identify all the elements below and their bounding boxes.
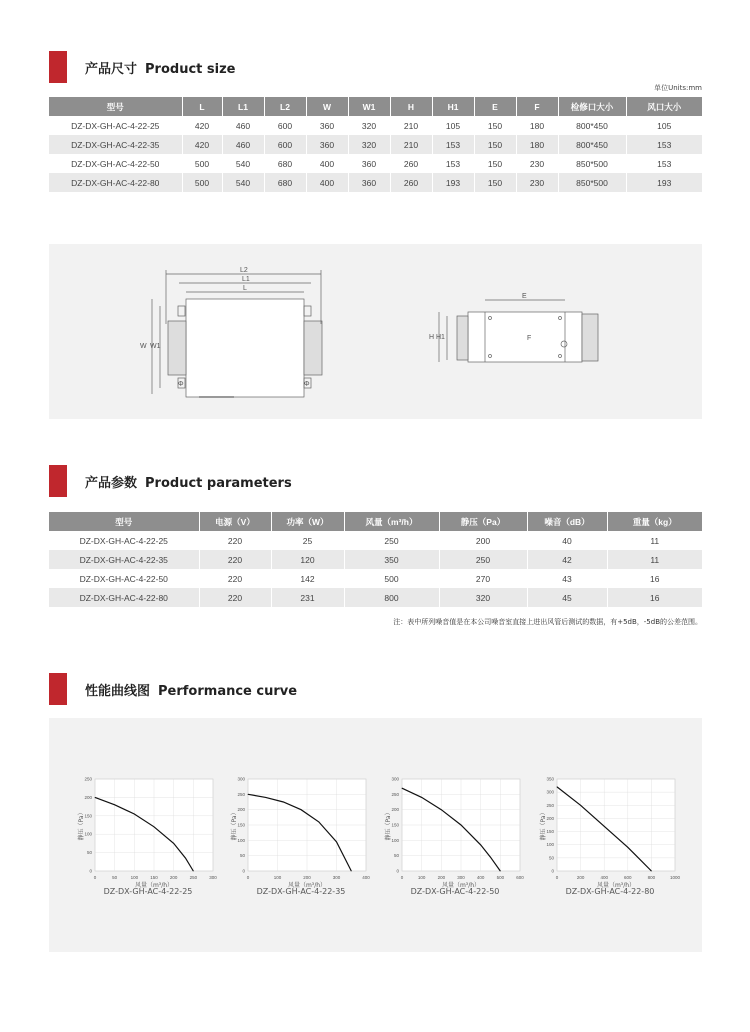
table-cell: 105 — [657, 120, 672, 131]
column-header: 电源（V） — [199, 512, 271, 531]
inlet-duct — [168, 321, 186, 375]
table-row — [49, 173, 702, 192]
table-cell: 193 — [432, 173, 474, 192]
x-tick-label: 50 — [112, 875, 118, 880]
column-header: L2 — [264, 97, 306, 116]
y-tick-label: 150 — [391, 822, 399, 828]
table-cell: 260 — [390, 154, 432, 173]
column-header: 型号 — [49, 512, 199, 531]
outlet-duct — [304, 321, 322, 375]
table-cell: DZ-DX-GH-AC-4-22-50 — [49, 569, 199, 588]
chart-caption: DZ-DX-GH-AC-4-22-50 — [410, 887, 500, 896]
data-point — [336, 841, 337, 842]
table-row — [49, 116, 702, 135]
data-point — [154, 826, 155, 827]
table-cell: 680 — [264, 154, 306, 173]
x-tick-label: 800 — [647, 875, 656, 880]
x-tick-label: 600 — [624, 875, 632, 880]
y-tick-label: 0 — [551, 868, 554, 874]
x-axis-label: 风量（m³/h） — [441, 882, 481, 889]
table-row — [49, 154, 702, 173]
label-F: F — [527, 335, 532, 342]
label-d1: Φ — [178, 381, 184, 388]
table-cell: 11 — [607, 550, 702, 569]
table-row — [49, 550, 702, 569]
x-tick-label: 100 — [417, 875, 426, 880]
x-tick-label: 250 — [189, 875, 198, 880]
data-point — [134, 814, 135, 815]
table-cell: DZ-DX-GH-AC-4-22-80 — [49, 588, 199, 607]
data-point — [500, 871, 501, 872]
unit-body-front — [186, 299, 304, 397]
y-tick-label: 150 — [237, 822, 245, 828]
table-cell: 150 — [474, 173, 516, 192]
data-point — [480, 845, 481, 846]
size-table — [49, 97, 702, 192]
y-tick-label: 250 — [546, 802, 554, 808]
table-cell: 360 — [306, 135, 348, 154]
column-header: 噪音（dB） — [527, 512, 607, 531]
label-L2: L2 — [240, 267, 248, 274]
table-cell: 220 — [199, 550, 271, 569]
y-tick-label: 200 — [391, 807, 399, 813]
x-tick-label: 500 — [496, 875, 505, 880]
x-tick-label: 600 — [516, 875, 524, 880]
y-tick-label: 100 — [84, 831, 92, 837]
y-tick-label: 250 — [237, 791, 245, 797]
y-axis-label: 静压（Pa） — [231, 809, 238, 841]
chart-caption: DZ-DX-GH-AC-4-22-35 — [256, 887, 346, 896]
column-header: H1 — [432, 97, 474, 116]
table-cell: 153 — [432, 135, 474, 154]
table-cell: 16 — [650, 573, 660, 584]
table-cell: 400 — [306, 154, 348, 173]
table-cell: 500 — [182, 173, 222, 192]
y-tick-label: 100 — [237, 837, 245, 843]
x-tick-label: 150 — [150, 875, 158, 880]
x-tick-label: 200 — [437, 875, 446, 880]
y-tick-label: 0 — [242, 868, 245, 874]
x-tick-label: 1000 — [669, 875, 681, 880]
y-tick-label: 50 — [86, 850, 92, 856]
label-d2: Φ — [304, 381, 310, 388]
x-tick-label: 0 — [400, 875, 404, 880]
column-header: L — [182, 97, 222, 116]
x-tick-label: 0 — [555, 875, 559, 880]
column-header: 功率（W） — [271, 512, 344, 531]
column-header: H — [390, 97, 432, 116]
noise-note: 注：表中所列噪音值是在本公司噪音室直接上进出风管后测试的数据，有+5dB，-5dB的公差范围。 — [393, 618, 702, 626]
x-tick-label: 300 — [209, 875, 217, 880]
table-cell: 500 — [344, 569, 439, 588]
section-marker — [49, 51, 67, 83]
table-cell: 150 — [474, 135, 516, 154]
column-header: 风量（m³/h） — [344, 512, 439, 531]
table-cell: 360 — [306, 116, 348, 135]
table-cell: 270 — [439, 569, 527, 588]
table-cell: 16 — [607, 588, 702, 607]
column-header: L1 — [222, 97, 264, 116]
table-cell: 40 — [527, 531, 607, 550]
x-tick-label: 200 — [169, 875, 178, 880]
x-tick-label: 300 — [457, 875, 465, 880]
x-tick-label: 200 — [303, 875, 311, 880]
label-H: H — [429, 334, 435, 341]
chart-caption: DZ-DX-GH-AC-4-22-80 — [565, 887, 655, 896]
table-cell: DZ-DX-GH-AC-4-22-35 — [49, 550, 199, 569]
table-cell: 600 — [264, 116, 306, 135]
x-tick-label: 100 — [130, 875, 139, 880]
table-cell: 460 — [222, 116, 264, 135]
chart-caption: DZ-DX-GH-AC-4-22-25 — [103, 887, 193, 896]
y-axis-label: 静压（Pa） — [385, 809, 392, 841]
table-cell: 320 — [348, 135, 390, 154]
x-axis-label: 风量（m³/h） — [596, 882, 636, 889]
data-point — [193, 871, 194, 872]
table-cell: DZ-DX-GH-AC-4-22-25 — [49, 531, 199, 550]
plot-area — [557, 779, 675, 871]
y-tick-label: 300 — [391, 776, 399, 782]
param-table — [49, 512, 702, 607]
y-tick-label: 50 — [239, 853, 245, 859]
data-point — [173, 843, 174, 844]
y-tick-label: 200 — [237, 807, 245, 813]
y-tick-label: 100 — [391, 837, 399, 843]
table-cell: 231 — [271, 588, 344, 607]
table-cell: 320 — [348, 116, 390, 135]
data-point — [441, 809, 442, 810]
table-cell: 420 — [182, 116, 222, 135]
table-cell: 360 — [348, 154, 390, 173]
column-header: 风口大小 — [626, 97, 702, 116]
performance-chart — [540, 773, 683, 889]
data-point — [248, 794, 249, 795]
data-point — [301, 809, 302, 810]
section-header-curve — [49, 673, 305, 705]
data-point — [114, 804, 115, 805]
x-axis-label: 风量（m³/h） — [287, 882, 327, 889]
section-header-params — [49, 465, 300, 497]
table-cell: 153 — [432, 154, 474, 173]
table-cell: 600 — [264, 135, 306, 154]
y-tick-label: 150 — [84, 813, 92, 819]
y-tick-label: 300 — [546, 789, 554, 795]
data-point — [627, 847, 628, 848]
table-cell: 400 — [306, 173, 348, 192]
table-cell: 42 — [527, 550, 607, 569]
table-cell: 320 — [439, 588, 527, 607]
table-cell: 850*500 — [558, 154, 626, 173]
table-cell: 350 — [344, 550, 439, 569]
table-cell: 25 — [271, 531, 344, 550]
table-cell: 540 — [222, 154, 264, 173]
data-point — [185, 858, 186, 859]
x-tick-label: 0 — [246, 875, 250, 880]
table-cell: 150 — [474, 154, 516, 173]
section-title: 性能曲线图 Performance curve — [85, 683, 298, 699]
section-header-size — [49, 51, 243, 83]
section-title: 产品参数 Product parameters — [85, 475, 292, 491]
table-cell: 43 — [527, 569, 607, 588]
y-axis-label: 静压（Pa） — [540, 809, 547, 841]
table-cell: 460 — [222, 135, 264, 154]
table-cell: 360 — [348, 173, 390, 192]
table-cell: 800*450 — [558, 135, 626, 154]
table-row — [49, 588, 702, 607]
y-tick-label: 0 — [396, 868, 399, 874]
table-cell: 260 — [390, 173, 432, 192]
section-title: 产品尺寸 Product size — [85, 61, 236, 77]
performance-chart — [385, 773, 528, 889]
table-cell: DZ-DX-GH-AC-4-22-50 — [49, 154, 182, 173]
table-cell: DZ-DX-GH-AC-4-22-35 — [49, 135, 182, 154]
table-cell: 210 — [390, 116, 432, 135]
table-row — [49, 531, 702, 550]
label-W1: W1 — [150, 343, 161, 350]
table-cell: 11 — [650, 535, 660, 546]
column-header: E — [474, 97, 516, 116]
table-cell: 193 — [626, 173, 702, 192]
y-tick-label: 250 — [84, 776, 92, 782]
table-cell: DZ-DX-GH-AC-4-22-25 — [49, 116, 182, 135]
performance-chart — [231, 773, 374, 889]
data-point — [283, 802, 284, 803]
table-cell: 220 — [199, 531, 271, 550]
table-cell: DZ-DX-GH-AC-4-22-80 — [49, 173, 182, 192]
table-cell: 105 — [432, 116, 474, 135]
y-tick-label: 250 — [391, 791, 399, 797]
data-point — [651, 871, 652, 872]
column-header: 静压（Pa） — [439, 512, 527, 531]
table-cell: 250 — [344, 531, 439, 550]
data-point — [421, 797, 422, 798]
data-point — [265, 797, 266, 798]
label-L: L — [243, 285, 247, 292]
y-tick-label: 100 — [546, 842, 554, 848]
x-tick-label: 400 — [362, 875, 370, 880]
data-point — [604, 826, 605, 827]
table-cell: 500 — [182, 154, 222, 173]
y-tick-label: 200 — [84, 794, 92, 800]
y-tick-label: 200 — [546, 815, 554, 821]
table-cell: 540 — [222, 173, 264, 192]
data-point — [557, 786, 558, 787]
y-tick-label: 0 — [89, 868, 92, 874]
table-cell: 200 — [439, 531, 527, 550]
x-tick-label: 100 — [273, 875, 282, 880]
table-cell: 420 — [182, 135, 222, 154]
column-header: 重量（kg） — [607, 512, 702, 531]
table-row — [49, 135, 702, 154]
data-point — [580, 805, 581, 806]
column-header: 检修口大小 — [558, 97, 626, 116]
data-point — [490, 857, 491, 858]
table-cell: 150 — [474, 116, 516, 135]
label-H1: H1 — [436, 334, 445, 341]
data-point — [351, 871, 352, 872]
y-tick-label: 150 — [546, 829, 554, 835]
section-marker — [49, 673, 67, 705]
table-cell: 180 — [516, 135, 558, 154]
table-cell: 850*500 — [558, 173, 626, 192]
data-point — [95, 797, 96, 798]
x-tick-label: 400 — [476, 875, 485, 880]
table-cell: 180 — [516, 116, 558, 135]
column-header: W1 — [348, 97, 390, 116]
x-tick-label: 300 — [332, 875, 341, 880]
x-tick-label: 0 — [93, 875, 97, 880]
x-tick-label: 200 — [576, 875, 585, 880]
y-tick-label: 50 — [548, 855, 554, 861]
x-axis-label: 风量（m³/h） — [134, 882, 174, 889]
table-cell: 250 — [439, 550, 527, 569]
label-W: W — [140, 343, 147, 350]
table-cell: 220 — [199, 569, 271, 588]
column-header: F — [516, 97, 558, 116]
table-cell: 800*450 — [558, 116, 626, 135]
y-tick-label: 350 — [546, 776, 554, 782]
table-cell: 210 — [390, 135, 432, 154]
data-point — [402, 788, 403, 789]
performance-chart — [78, 773, 221, 889]
table-cell: 120 — [271, 550, 344, 569]
table-cell: 142 — [271, 569, 344, 588]
y-tick-label: 50 — [393, 853, 399, 859]
column-header: 型号 — [49, 97, 182, 116]
x-tick-label: 400 — [600, 875, 608, 880]
section-marker — [49, 465, 67, 497]
data-point — [318, 822, 319, 823]
dimension-drawing-panel — [49, 244, 702, 419]
table-cell: 153 — [657, 158, 672, 169]
data-point — [461, 825, 462, 826]
label-E: E — [522, 293, 527, 300]
table-cell: 680 — [264, 173, 306, 192]
table-cell: 230 — [516, 173, 558, 192]
dimension-drawing — [49, 244, 702, 419]
table-cell: 45 — [527, 588, 607, 607]
column-header: W — [306, 97, 348, 116]
table-row — [49, 569, 702, 588]
table-cell: 220 — [199, 588, 271, 607]
y-axis-label: 静压（Pa） — [78, 809, 85, 841]
table-cell: 230 — [516, 154, 558, 173]
table-cell: 153 — [626, 135, 702, 154]
y-tick-label: 300 — [237, 776, 245, 782]
unit-label: 单位Units:mm — [654, 84, 702, 92]
label-L1: L1 — [242, 276, 250, 283]
table-cell: 800 — [344, 588, 439, 607]
